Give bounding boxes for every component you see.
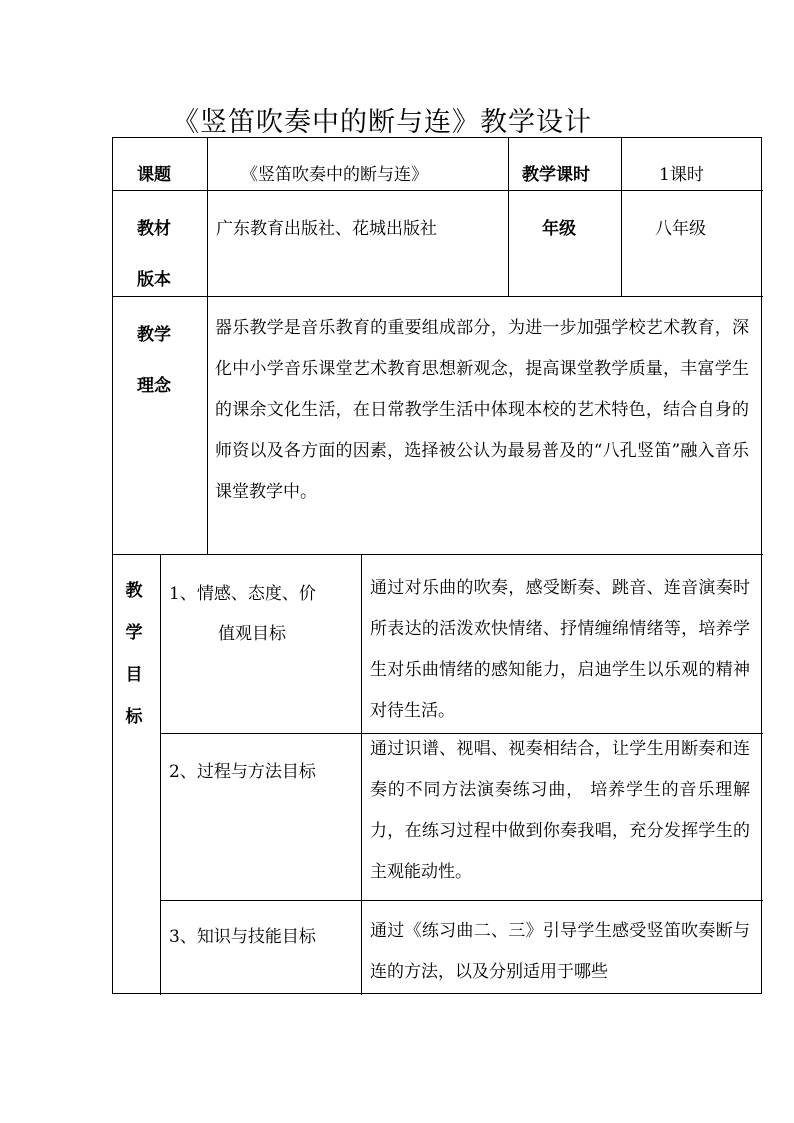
edition-label-line1: 教材 <box>137 219 171 239</box>
goals-label-char: 标 <box>125 707 143 727</box>
goal-1-text: 通过对乐曲的吹奏，感受断奏、跳音、连音演奏时所表达的活泼欢快情绪、抒情缠绵情绪等，培养学生对乐曲情绪的感知能力，启迪学生以乐观的精神对待生活。 <box>370 578 750 721</box>
concept-text: 器乐教学是音乐教育的重要组成部分，为进一步加强学校艺术教育，深化中小学音乐课堂艺术教育思想新观念，提高课堂教学质量，丰富学生的课余文化生活，在日常教学生活中体现本校的艺术特色，结合自身的师资以及各方面的因素，选择被公认为最易普及的“八孔竖笛”融入音乐课堂教学中。 <box>215 318 749 502</box>
goal-3-label: 3、知识与技能目标 <box>169 927 316 947</box>
table-rule <box>621 138 622 296</box>
table-rule <box>207 138 208 554</box>
topic-value: 《竖笛吹奏中的断与连》 <box>241 165 428 185</box>
table-rule <box>113 190 763 191</box>
table-rule <box>361 554 362 995</box>
goal-2-label: 2、过程与方法目标 <box>169 762 316 782</box>
table-rule <box>113 554 763 555</box>
document-title: 《竖笛吹奏中的断与连》教学设计 <box>172 107 592 138</box>
table-rule <box>160 900 763 901</box>
goal-1-label-line2: 值观目标 <box>218 624 286 644</box>
edition-value: 广东教育出版社、花城出版社 <box>216 219 437 239</box>
table-rule <box>113 296 763 297</box>
hours-label: 教学课时 <box>522 165 590 185</box>
grade-label: 年级 <box>542 219 576 239</box>
grade-value: 八年级 <box>655 219 706 239</box>
topic-label: 课题 <box>137 165 171 185</box>
table-rule <box>508 138 509 296</box>
goals-label-char: 教 <box>125 581 143 601</box>
hours-value: 1课时 <box>659 165 704 185</box>
lesson-plan-table <box>112 137 762 994</box>
edition-label-line2: 版本 <box>137 270 171 290</box>
goal-2-text: 通过识谱、视唱、视奏相结合，让学生用断奏和连奏的不同方法演奏练习曲， 培养学生的音乐理解力，在练习过程中做到你奏我唱，充分发挥学生的主观能动性。 <box>370 739 750 882</box>
goal-3-text: 通过《练习曲二、三》引导学生感受竖笛吹奏断与连的方法，以及分别适用于哪些 <box>370 921 750 982</box>
concept-label-line1: 教学 <box>137 325 171 345</box>
goals-label-char: 学 <box>125 623 143 643</box>
concept-label-line2: 理念 <box>137 376 171 396</box>
goal-1-label-line1: 1、情感、态度、价 <box>169 584 316 604</box>
table-rule <box>160 554 161 995</box>
goals-label-char: 目 <box>125 665 143 685</box>
